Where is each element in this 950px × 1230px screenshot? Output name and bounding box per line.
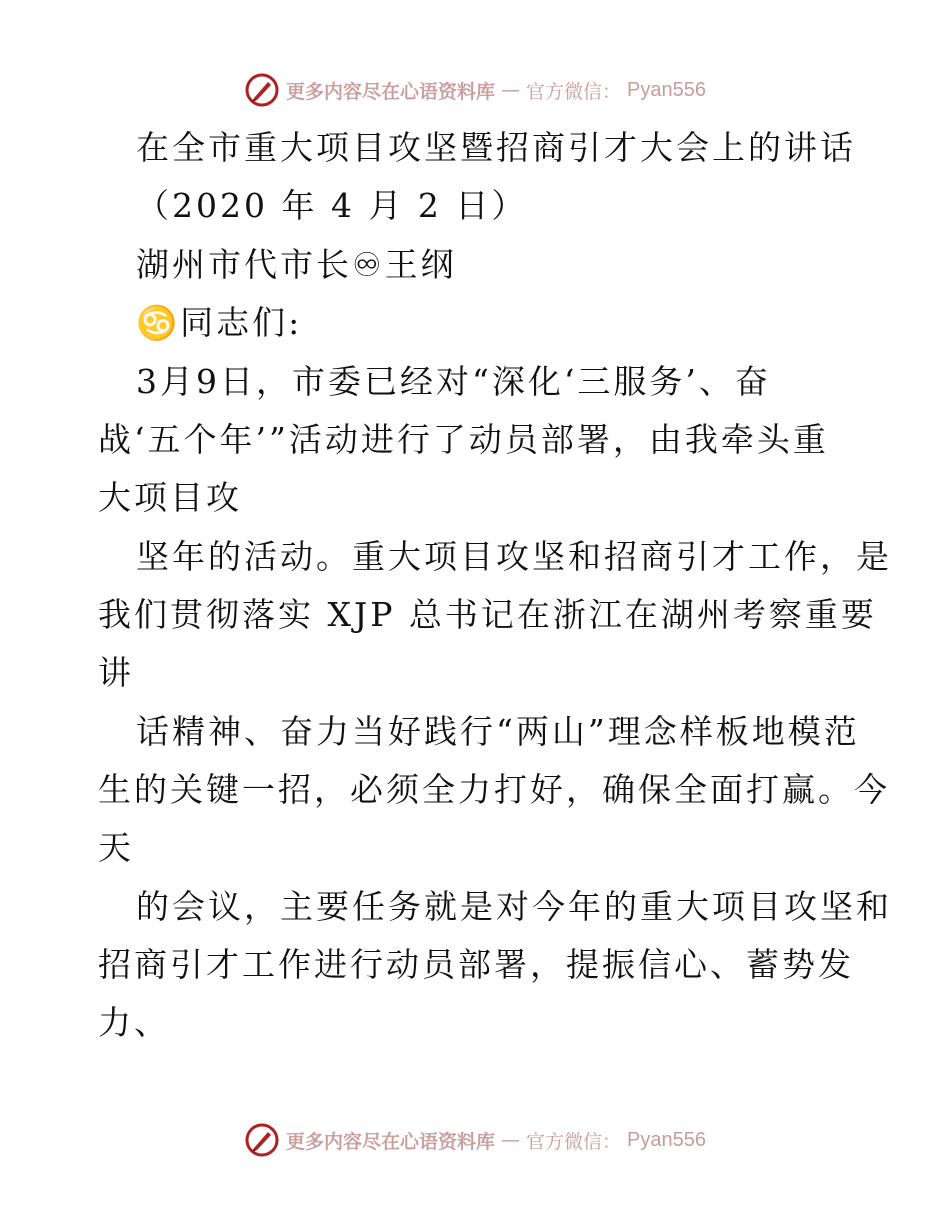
paragraph-line: 招商引才工作进行动员部署，提振信心、蓄势发 [98, 945, 854, 984]
document-salutation: ♋同志们: [136, 303, 303, 342]
paragraph-line: 3月9日，市委已经对“深化‘三服务’、奋 [136, 362, 771, 401]
pen-logo-icon [244, 1122, 280, 1158]
watermark-dash: — [501, 79, 521, 101]
paragraph-line: 讲 [98, 653, 134, 692]
watermark-site-text: 更多内容尽在心语资料库 [286, 1130, 496, 1153]
paragraph-line: 天 [98, 828, 134, 867]
document-title: 在全市重大项目攻坚暨招商引才大会上的讲话 [136, 128, 856, 167]
paragraph-line: 话精神、奋力当好践行“两山”理念样板地模范 [136, 712, 860, 751]
paragraph-line: 力、 [98, 1003, 170, 1042]
paragraph-line: 我们贯彻落实 XJP 总书记在浙江在湖州考察重要 [98, 595, 877, 634]
paragraph-line: 生的关键一招，必须全力打好，确保全面打赢。今 [98, 770, 890, 809]
watermark-wechat-label: 官方微信： [526, 80, 622, 103]
watermark-dash: — [501, 1129, 521, 1151]
watermark-wechat-id: Pyan556 [627, 1128, 706, 1151]
watermark-wechat-id: Pyan556 [627, 78, 706, 101]
paragraph-line: 战‘五个年’”活动进行了动员部署，由我牵头重 [98, 420, 829, 459]
paragraph-line: 坚年的活动。重大项目攻坚和招商引才工作，是 [136, 537, 892, 576]
paragraph-line: 的会议，主要任务就是对今年的重大项目攻坚和 [136, 887, 892, 926]
document-date: （2020 年 4 月 2 日） [136, 186, 528, 225]
document-speaker: 湖州市代市长♾王纲 [136, 245, 457, 284]
watermark-site-text: 更多内容尽在心语资料库 [286, 80, 496, 103]
footer-watermark [0, 1120, 950, 1160]
watermark-wechat-label: 官方微信： [526, 1130, 622, 1153]
paragraph-line: 大项目攻 [98, 478, 242, 517]
